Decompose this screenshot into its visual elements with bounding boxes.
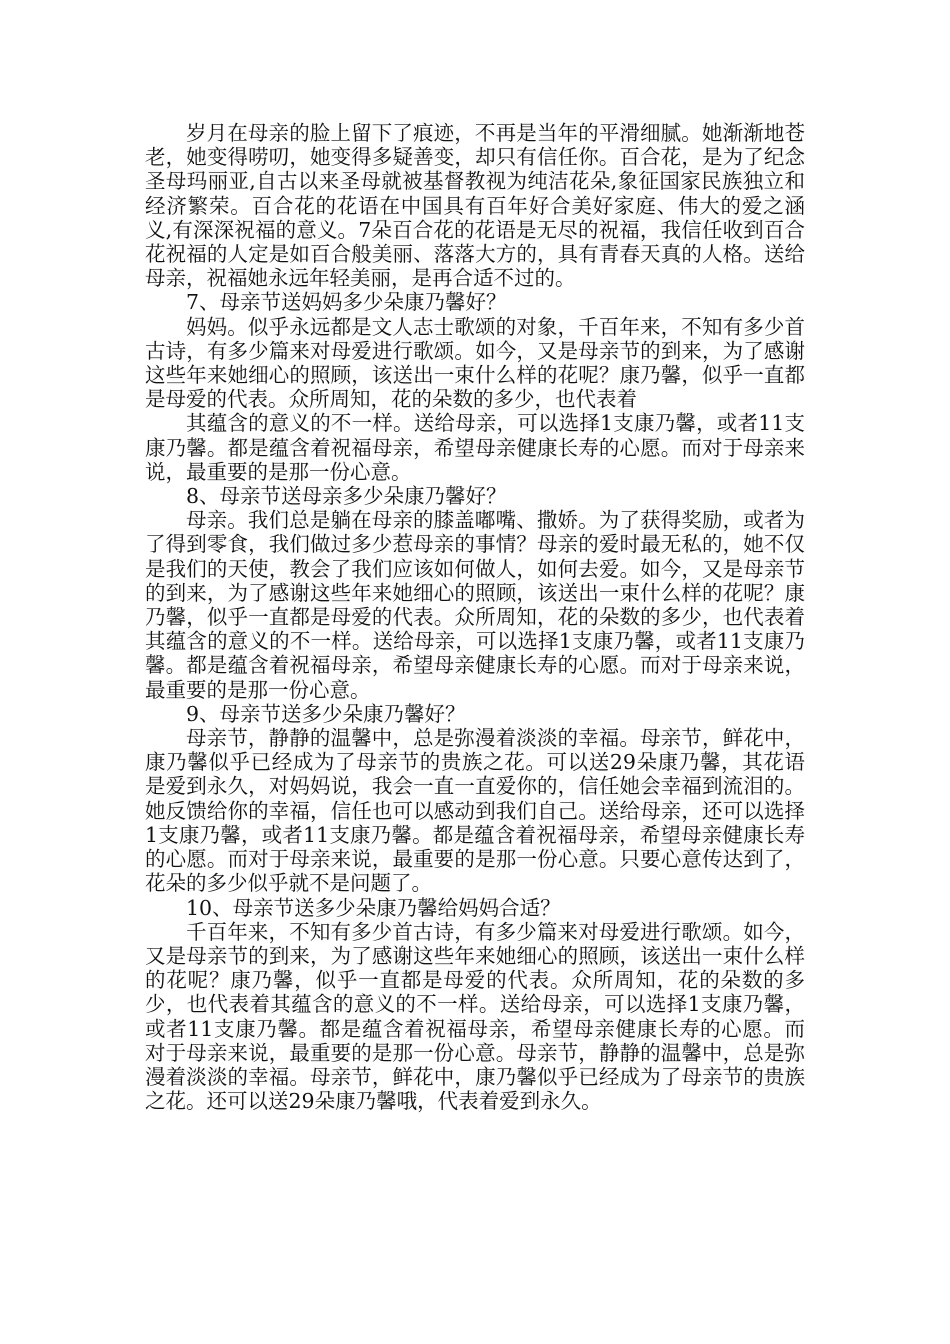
paragraph-lily: 岁月在母亲的脸上留下了痕迹，不再是当年的平滑细腻。她渐渐地苍老，她变得唠叨，她变得多疑善变，却只有信任你。百合花，是为了纪念圣母玛丽亚,自古以来圣母就被基督教视为纯洁花朵,象征国家民族独立和经济繁荣。百合花的花语在中国具有百年好合美好家庭、伟大的爱之涵义,有深深祝福的意义。7朵百合花的花语是无尽的祝福，我信任收到百合花祝福的人定是如百合般美丽、落落大方的，具有青春天真的人格。送给母亲，祝福她永远年轻美丽，是再合适不过的。 <box>145 121 805 291</box>
heading-10: 10、母亲节送多少朵康乃馨给妈妈合适？ <box>186 895 561 920</box>
heading-7: 7、母亲节送妈妈多少朵康乃馨好？ <box>186 290 507 315</box>
paragraph-7b: 其蕴含的意义的不一样。送给母亲，可以选择1支康乃馨，或者11支康乃馨。都是蕴含着祝福母亲，希望母亲健康长寿的心愿。而对于母亲来说，最重要的是那一份心意。 <box>145 411 805 484</box>
paragraph-8: 母亲。我们总是躺在母亲的膝盖嘟嘴、撒娇。为了获得奖励，或者为了得到零食，我们做过多少惹母亲的事情？母亲的爱时最无私的，她不仅是我们的天使，教会了我们应该如何做人，如何去爱。如今，又是母亲节的到来，为了感谢这些年来她细心的照顾，该送出一束什么样的花呢？康乃馨，似乎一直都是母爱的代表。众所周知，花的朵数的多少，也代表着其蕴含的意义的不一样。送给母亲，可以选择1支康乃馨，或者11支康乃馨。都是蕴含着祝福母亲，希望母亲健康长寿的心愿。而对于母亲来说，最重要的是那一份心意。 <box>145 508 805 702</box>
heading-8: 8、母亲节送母亲多少朵康乃馨好？ <box>186 484 507 509</box>
heading-9: 9、母亲节送多少朵康乃馨好？ <box>186 701 466 726</box>
paragraph-7a: 妈妈。似乎永远都是文人志士歌颂的对象，千百年来，不知有多少首古诗，有多少篇来对母爱进行歌颂。如今，又是母亲节的到来，为了感谢这些年来她细心的照顾，该送出一束什么样的花呢？康乃馨，似乎一直都是母爱的代表。众所周知，花的朵数的多少，也代表着 <box>145 314 805 412</box>
paragraph-9: 母亲节，静静的温馨中，总是弥漫着淡淡的幸福。母亲节，鲜花中，康乃馨似乎已经成为了母亲节的贵族之花。可以送29朵康乃馨，其花语是爱到永久，对妈妈说，我会一直一直爱你的，信任她会幸福到流泪的。她反馈给你的幸福，信任也可以感动到我们自己。送给母亲，还可以选择1支康乃馨，或者11支康乃馨。都是蕴含着祝福母亲，希望母亲健康长寿的心愿。而对于母亲来说，最重要的是那一份心意。只要心意传达到了，花朵的多少似乎就不是问题了。 <box>145 726 805 896</box>
paragraph-10: 千百年来，不知有多少首古诗，有多少篇来对母爱进行歌颂。如今，又是母亲节的到来，为了感谢这些年来她细心的照顾，该送出一束什么样的花呢？康乃馨，似乎一直都是母爱的代表。众所周知，花的朵数的多少，也代表着其蕴含的意义的不一样。送给母亲，可以选择1支康乃馨，或者11支康乃馨。都是蕴含着祝福母亲，希望母亲健康长寿的心愿。而对于母亲来说，最重要的是那一份心意。母亲节，静静的温馨中，总是弥漫着淡淡的幸福。母亲节，鲜花中，康乃馨似乎已经成为了母亲节的贵族之花。还可以送29朵康乃馨哦，代表着爱到永久。 <box>145 919 805 1114</box>
document-body <box>145 121 805 1113</box>
